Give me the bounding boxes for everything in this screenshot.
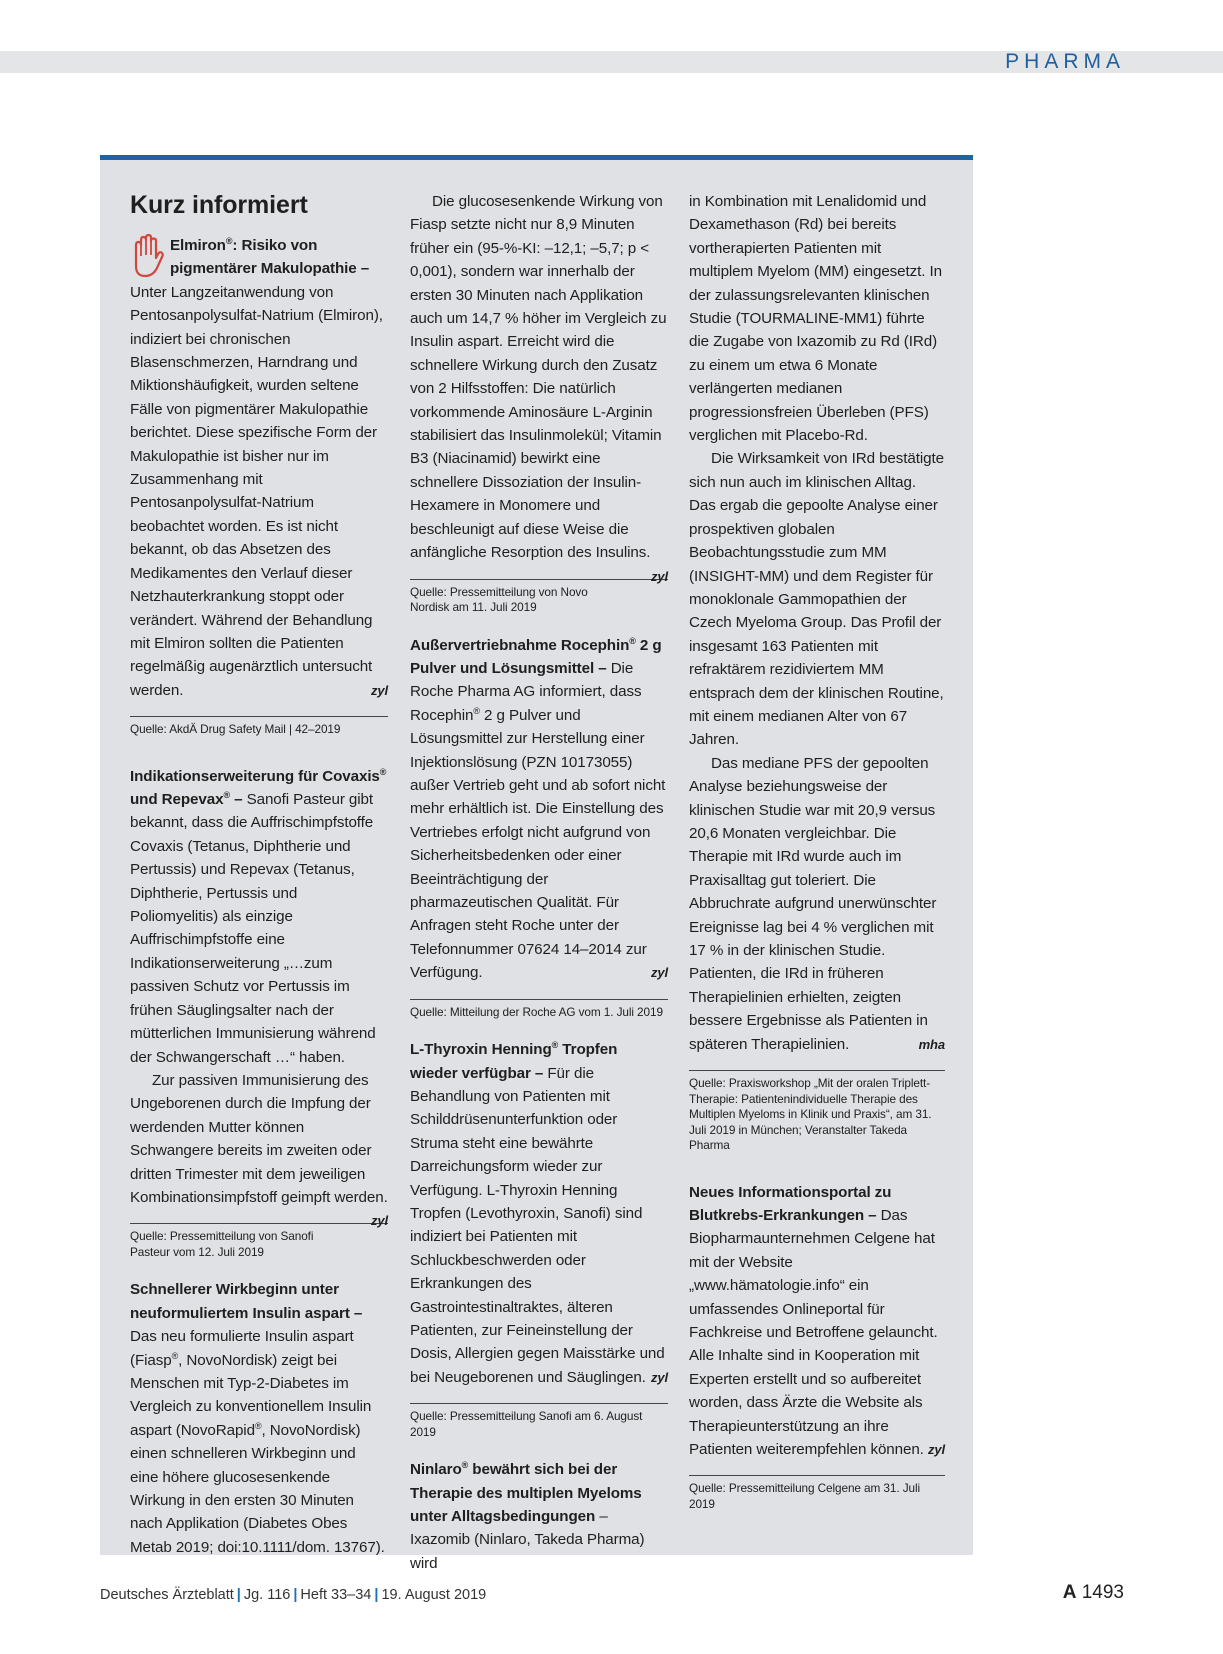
author-signature: zyl [650,1369,668,1385]
article-fiasp [130,1278,388,1559]
article-title: Indikationserweiterung für Covaxis [130,767,380,785]
article-text: Das neu formulierte Insulin aspart (Fiasp [130,1328,354,1369]
article-text: Unter Langzeitanwendung von Pentosanpolysulfat-Natrium (Elmiron), indiziert bei chronischen Blasenschmerzen, Harndrang und Miktionshäufigkeit, wurden seltene Fälle von pigmentärer Makulopathie berichtet. Diese spezifische Form der Makulopathie ist bisher nur im Zusammenhang mit Pentosanpolysulfat-Natrium beobachtet worden. Es ist nicht bekannt, ob das Absetzen des Medikamentes den Verlauf dieser Netzhauterkrankung stoppt oder verändert. Während der Behandlung mit Elmiron sollten die Patienten regelmäßig augenärztlich untersucht werden. [130,283,383,699]
article-text: Das Biopharmaunternehmen Celgene hat mit der Website „www.hämatologie.info“ ein umfassendes Onlineportal für Fachkreise und Betroffene gelauncht. Alle Inhalte sind in Kooperation mit Experten erstellt und so aufbereitet worden, dass Ärzte die Website als Therapieunterstützung an ihre Patienten weiterempfehlen können. [689,1206,938,1458]
author-signature: zyl [650,568,668,584]
journal-volume: Jg. 116 [243,1587,291,1603]
registered-mark: ® [551,1040,559,1051]
article-covaxis [130,765,388,1261]
article-text: in Kombination mit Lenalidomid und Dexamethason (Rd) bei bereits vortherapierten Patienten mit multiplem Myelom (MM) eingesetzt. In der zulassungsrelevanten klinischen Studie (TOURMALINE-MM1) führte die Zugabe von Ixazomib zu Rd (IRd) zu einem um etwa 6 Monate verlängerten medianen progressionsfreien Überleben (PFS) verglichen mit Placebo-Rd. [689,193,942,445]
registered-mark: ® [171,1350,179,1361]
box-title: Kurz informiert [130,191,308,219]
article-text: Die glucosesenkende Wirkung von Fiasp setzte nicht nur 8,9 Minuten früher ein (95-%-KI: –12,1; –5,7; p < 0,001), sondern war innerhalb der ersten 30 Minuten nach Applikation auch um 14,7 % höher im Vergleich zu Insulin aspart. Erreicht wird die schnellere Wirkung durch den Zusatz von 2 Hilfsstoffen: Die natürlich vorkommende Aminosäure L-Arginin stabilisiert das Insulinmolekül; Vitamin B3 (Niacinamid) bewirkt eine schnellere Dissoziation der Insulin-Hexamere in Monomere und beschleunigt auf diese Weise die anfängliche Resorption des Insulins. [410,193,667,562]
article-text: – Ixazomib (Ninlaro, Takeda Pharma) wird [410,1508,645,1572]
article-title: Elmiron [170,237,226,254]
source-note: Quelle: Mitteilung der Roche AG vom 1. Juli 2019 [410,999,668,1021]
registered-mark: ® [473,705,480,716]
raised-hand-warning-icon [130,234,164,278]
article-text: , NovoNordisk) zeigt bei Menschen mit Typ-2-Diabetes im Vergleich zu konventionellem Insulin aspart (NovoRapid [130,1351,372,1439]
article-title: L-Thyroxin Henning [410,1041,552,1059]
article-ninlaro [410,1458,668,1575]
article-text: Zur passiven Immunisierung des Ungeborenen durch die Impfung der werdenden Mutter können Schwangere bereits im zweiten oder dritten Trimester mit dem jeweiligen Kombinationsimpfstoff geimpft werden. [130,1071,388,1206]
source-note: Quelle: Praxisworkshop „Mit der oralen Triplett-Therapie: Patientenindividuelle Therapie des Multiplen Myeloms in Klinik und Praxis“, am 31. Juli 2019 in München; Veranstalter Takeda Pharma [689,1070,945,1154]
article-title-cont: bewährt sich bei der Therapie des multiplen Myeloms unter Alltagsbedingungen [410,1461,642,1525]
article-title: Außervertriebnahme Rocephin [410,636,630,654]
journal-issue: Heft 33–34 [300,1587,372,1603]
author-signature: zyl [370,682,388,698]
article-info-portal [689,1181,945,1513]
article-text: Die Wirksamkeit von IRd bestätigte sich nun auch im klinischen Alltag. Das ergab die gepoolte Analyse einer prospektiven globalen Beobachtungsstudie zum MM (INSIGHT-MM) und dem Register für monoklonale Gammopathien der Czech Myeloma Group. Das Profil der insgesamt 163 Patienten mit refraktärem rezidiviertem MM entsprach dem der klinischen Routine, mit einem medianen Alter von 67 Jahren. [689,450,944,749]
article-text: Die Roche Pharma AG informiert, dass Rocephin [410,659,642,724]
column-1 [130,190,388,1559]
article-text: 2 g Pulver und Lösungsmittel zur Herstellung einer Injektionslösung (PZN 10173055) außer Vertrieb geht und ab sofort nicht mehr erhältlich ist. Die Einstellung des Vertriebes erfolgt nicht aufgrund von Sicherheitsbedenken oder einer Beeinträchtigung der pharmazeutischen Qualität. Für Anfragen steht Roche unter der Telefonnummer 07624 14–2014 zur Verfügung. [410,706,666,982]
article-fiasp-cont [410,190,668,616]
registered-mark: ® [461,1460,469,1471]
author-signature: zyl [370,1213,388,1229]
page-number [1063,1582,1124,1604]
source-note: Quelle: AkdÄ Drug Safety Mail | 42–2019 [130,716,388,738]
author-signature: mha [918,1036,945,1052]
source-note: Quelle: Pressemitteilung von Sanofi Pasteur vom 12. Juli 2019 [130,1223,388,1260]
article-title-dash: – [229,791,243,809]
journal-date: 19. August 2019 [381,1587,487,1603]
article-title: Ninlaro [410,1461,462,1479]
article-elmiron [130,234,388,738]
registered-mark: ® [225,235,233,246]
article-text: , NovoNordisk) einen schnelleren Wirkbeginn und eine höhere glucosesenkende Wirkung in den ersten 30 Minuten nach Applikation (Diabetes Obes Metab 2019; doi:10.1111/dom. 13767). [130,1421,385,1556]
author-signature: zyl [927,1442,945,1457]
registered-mark: ® [223,789,230,800]
article-text: Das mediane PFS der gepoolten Analyse beziehungsweise der klinischen Studie war mit 20,9 versus 20,6 Monaten vergleichbar. Die Therapie mit IRd wurde auch im Praxisalltag gut toleriert. Die Abbruchrate aufgrund unerwünschter Ereignisse lag bei 4 % verglichen mit 17 % in der klinischen Studie. Patienten, die IRd in früheren Therapielinien erhielten, zeigten bessere Ergebnisse als Patienten in späteren Therapielinien. [689,754,937,1053]
page-number-value: 1493 [1081,1582,1124,1603]
registered-mark: ® [254,1420,262,1431]
journal-name: Deutsches Ärzteblatt [100,1587,234,1603]
article-text: Sanofi Pasteur gibt bekannt, dass die Auffrischimpfstoffe Covaxis (Tetanus, Diphtherie und Pertussis) und Repevax (Tetanus, Diphtherie, Pertussis und Poliomyelitis) als einzige Auffrischimpfstoffe eine Indikationserweiterung „…zum passiven Schutz vor Pertussis im frühen Säuglingsalter nach der mütterlichen Immunisierung während der Schwangerschaft …“ haben. [130,791,376,1066]
article-title-cont: und Repevax [130,791,224,809]
article-l-thyroxin [410,1038,668,1440]
article-title: Schnellerer Wirkbeginn unter neuformuliertem Insulin aspart – [130,1281,363,1322]
article-rocephin [410,634,668,1021]
registered-mark: ® [379,766,387,777]
registered-mark: ® [629,635,636,646]
article-title-cont: 2 g Pulver und Lösungsmittel – [410,636,662,677]
author-signature: zyl [650,965,668,981]
source-note: Quelle: Pressemitteilung von Novo Nordisk am 11. Juli 2019 [410,579,668,616]
article-title-cont: Tropfen wieder verfügbar – [410,1041,618,1082]
column-2 [410,190,668,1575]
source-note: Quelle: Pressemitteilung Celgene am 31. Juli 2019 [689,1475,945,1512]
page-prefix: A [1062,1582,1077,1603]
page-footer: Deutsches Ärzteblatt | Jg. 116 | Heft 33–34 | 19. August 2019 [100,1587,487,1603]
column-3 [689,190,945,1512]
article-title: Neues Informationsportal zu Blutkrebs-Erkrankungen – [689,1183,892,1224]
source-note: Quelle: Pressemitteilung Sanofi am 6. August 2019 [410,1403,668,1440]
article-title-rest: : Risiko von pigmentärer Makulopathie – [170,237,370,278]
article-text: Für die Behandlung von Patienten mit Schilddrüsenunterfunktion oder Struma steht eine bewährte Darreichungsform wieder zur Verfügung. L-Thyroxin Henning Tropfen (Levothyroxin, Sanofi) sind indiziert bei Patienten mit Schluckbeschwerden oder Erkrankungen des Gastrointestinaltraktes, älteren Patienten, zur Feineinstellung der Dosis, Allergien gegen Maisstärke und bei Neugeborenen und Säuglingen. [410,1064,665,1386]
section-label: PHARMA [1005,50,1125,73]
article-ninlaro-cont [689,190,945,1154]
